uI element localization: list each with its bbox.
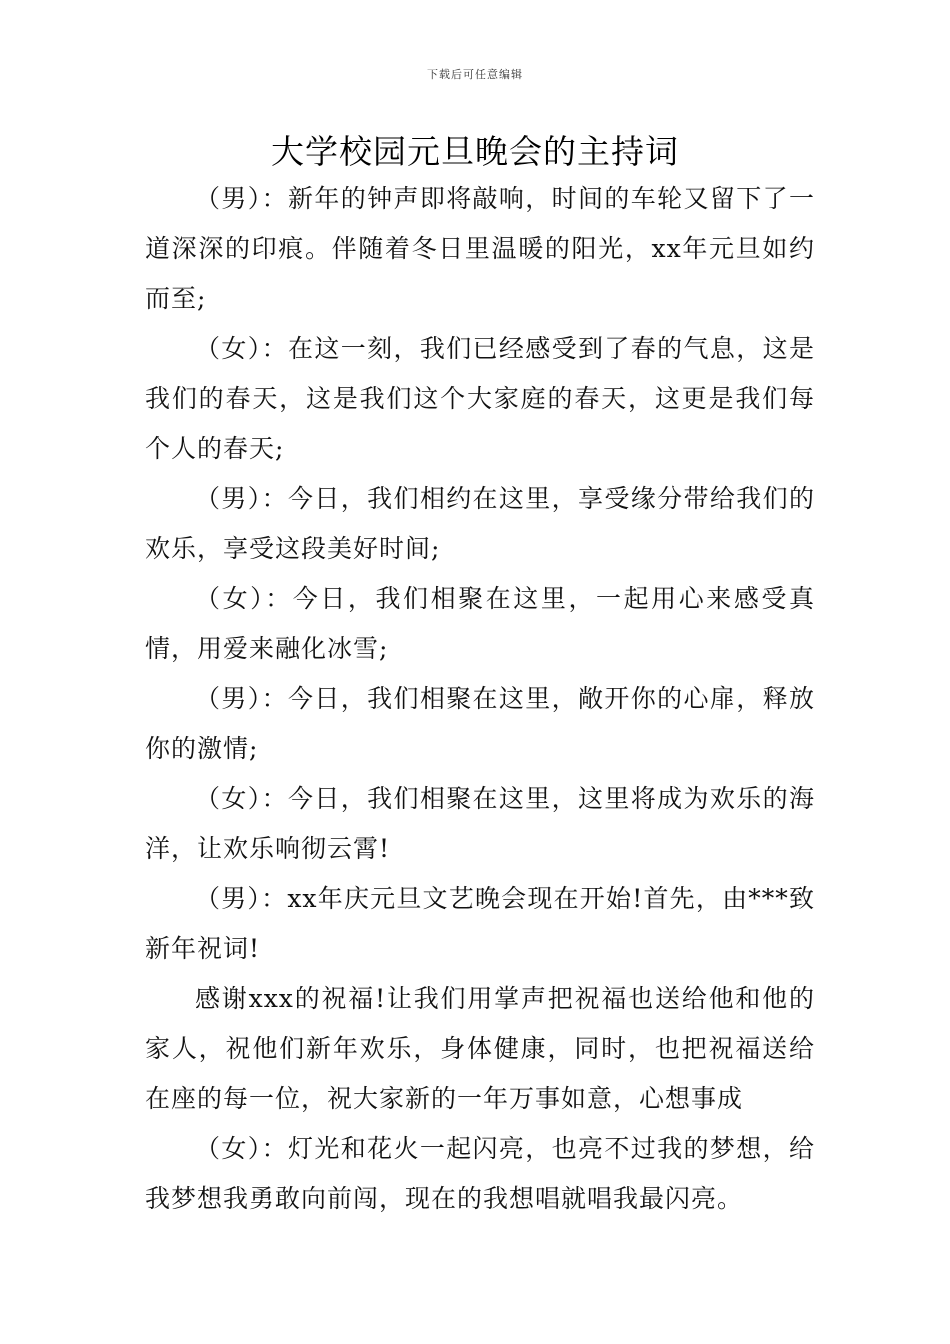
paragraph: （女）：在这一刻，我们已经感受到了春的气息，这是我们的春天，这是我们这个大家庭的春天，这更是我们每个人的春天; bbox=[145, 334, 815, 463]
document-title: 大学校园元旦晚会的主持词 bbox=[271, 132, 679, 171]
paragraph: （男）：新年的钟声即将敲响，时间的车轮又留下了一道深深的印痕。伴随着冬日里温暖的阳光，xx年元旦如约而至; bbox=[145, 184, 815, 313]
paragraph: （女）：今日，我们相聚在这里，一起用心来感受真情，用爱来融化冰雪; bbox=[145, 584, 815, 663]
paragraph: （女）：今日，我们相聚在这里，这里将成为欢乐的海洋，让欢乐响彻云霄! bbox=[145, 784, 815, 863]
header-note: 下载后可任意编辑 bbox=[427, 68, 523, 81]
paragraph: （女）：灯光和花火一起闪亮，也亮不过我的梦想，给我梦想我勇敢向前闯，现在的我想唱就唱我最闪亮。 bbox=[145, 1134, 815, 1213]
paragraph: 感谢xxx的祝福!让我们用掌声把祝福也送给他和他的家人，祝他们新年欢乐，身体健康，同时，也把祝福送给在座的每一位，祝大家新的一年万事如意，心想事成 bbox=[145, 984, 815, 1113]
paragraph: （男）：今日，我们相约在这里，享受缘分带给我们的欢乐，享受这段美好时间; bbox=[145, 484, 815, 563]
document-body bbox=[145, 174, 815, 1224]
paragraph: （男）：xx年庆元旦文艺晚会现在开始!首先，由***致新年祝词! bbox=[145, 884, 815, 963]
paragraph: （男）：今日，我们相聚在这里，敞开你的心扉，释放你的激情; bbox=[145, 684, 815, 763]
